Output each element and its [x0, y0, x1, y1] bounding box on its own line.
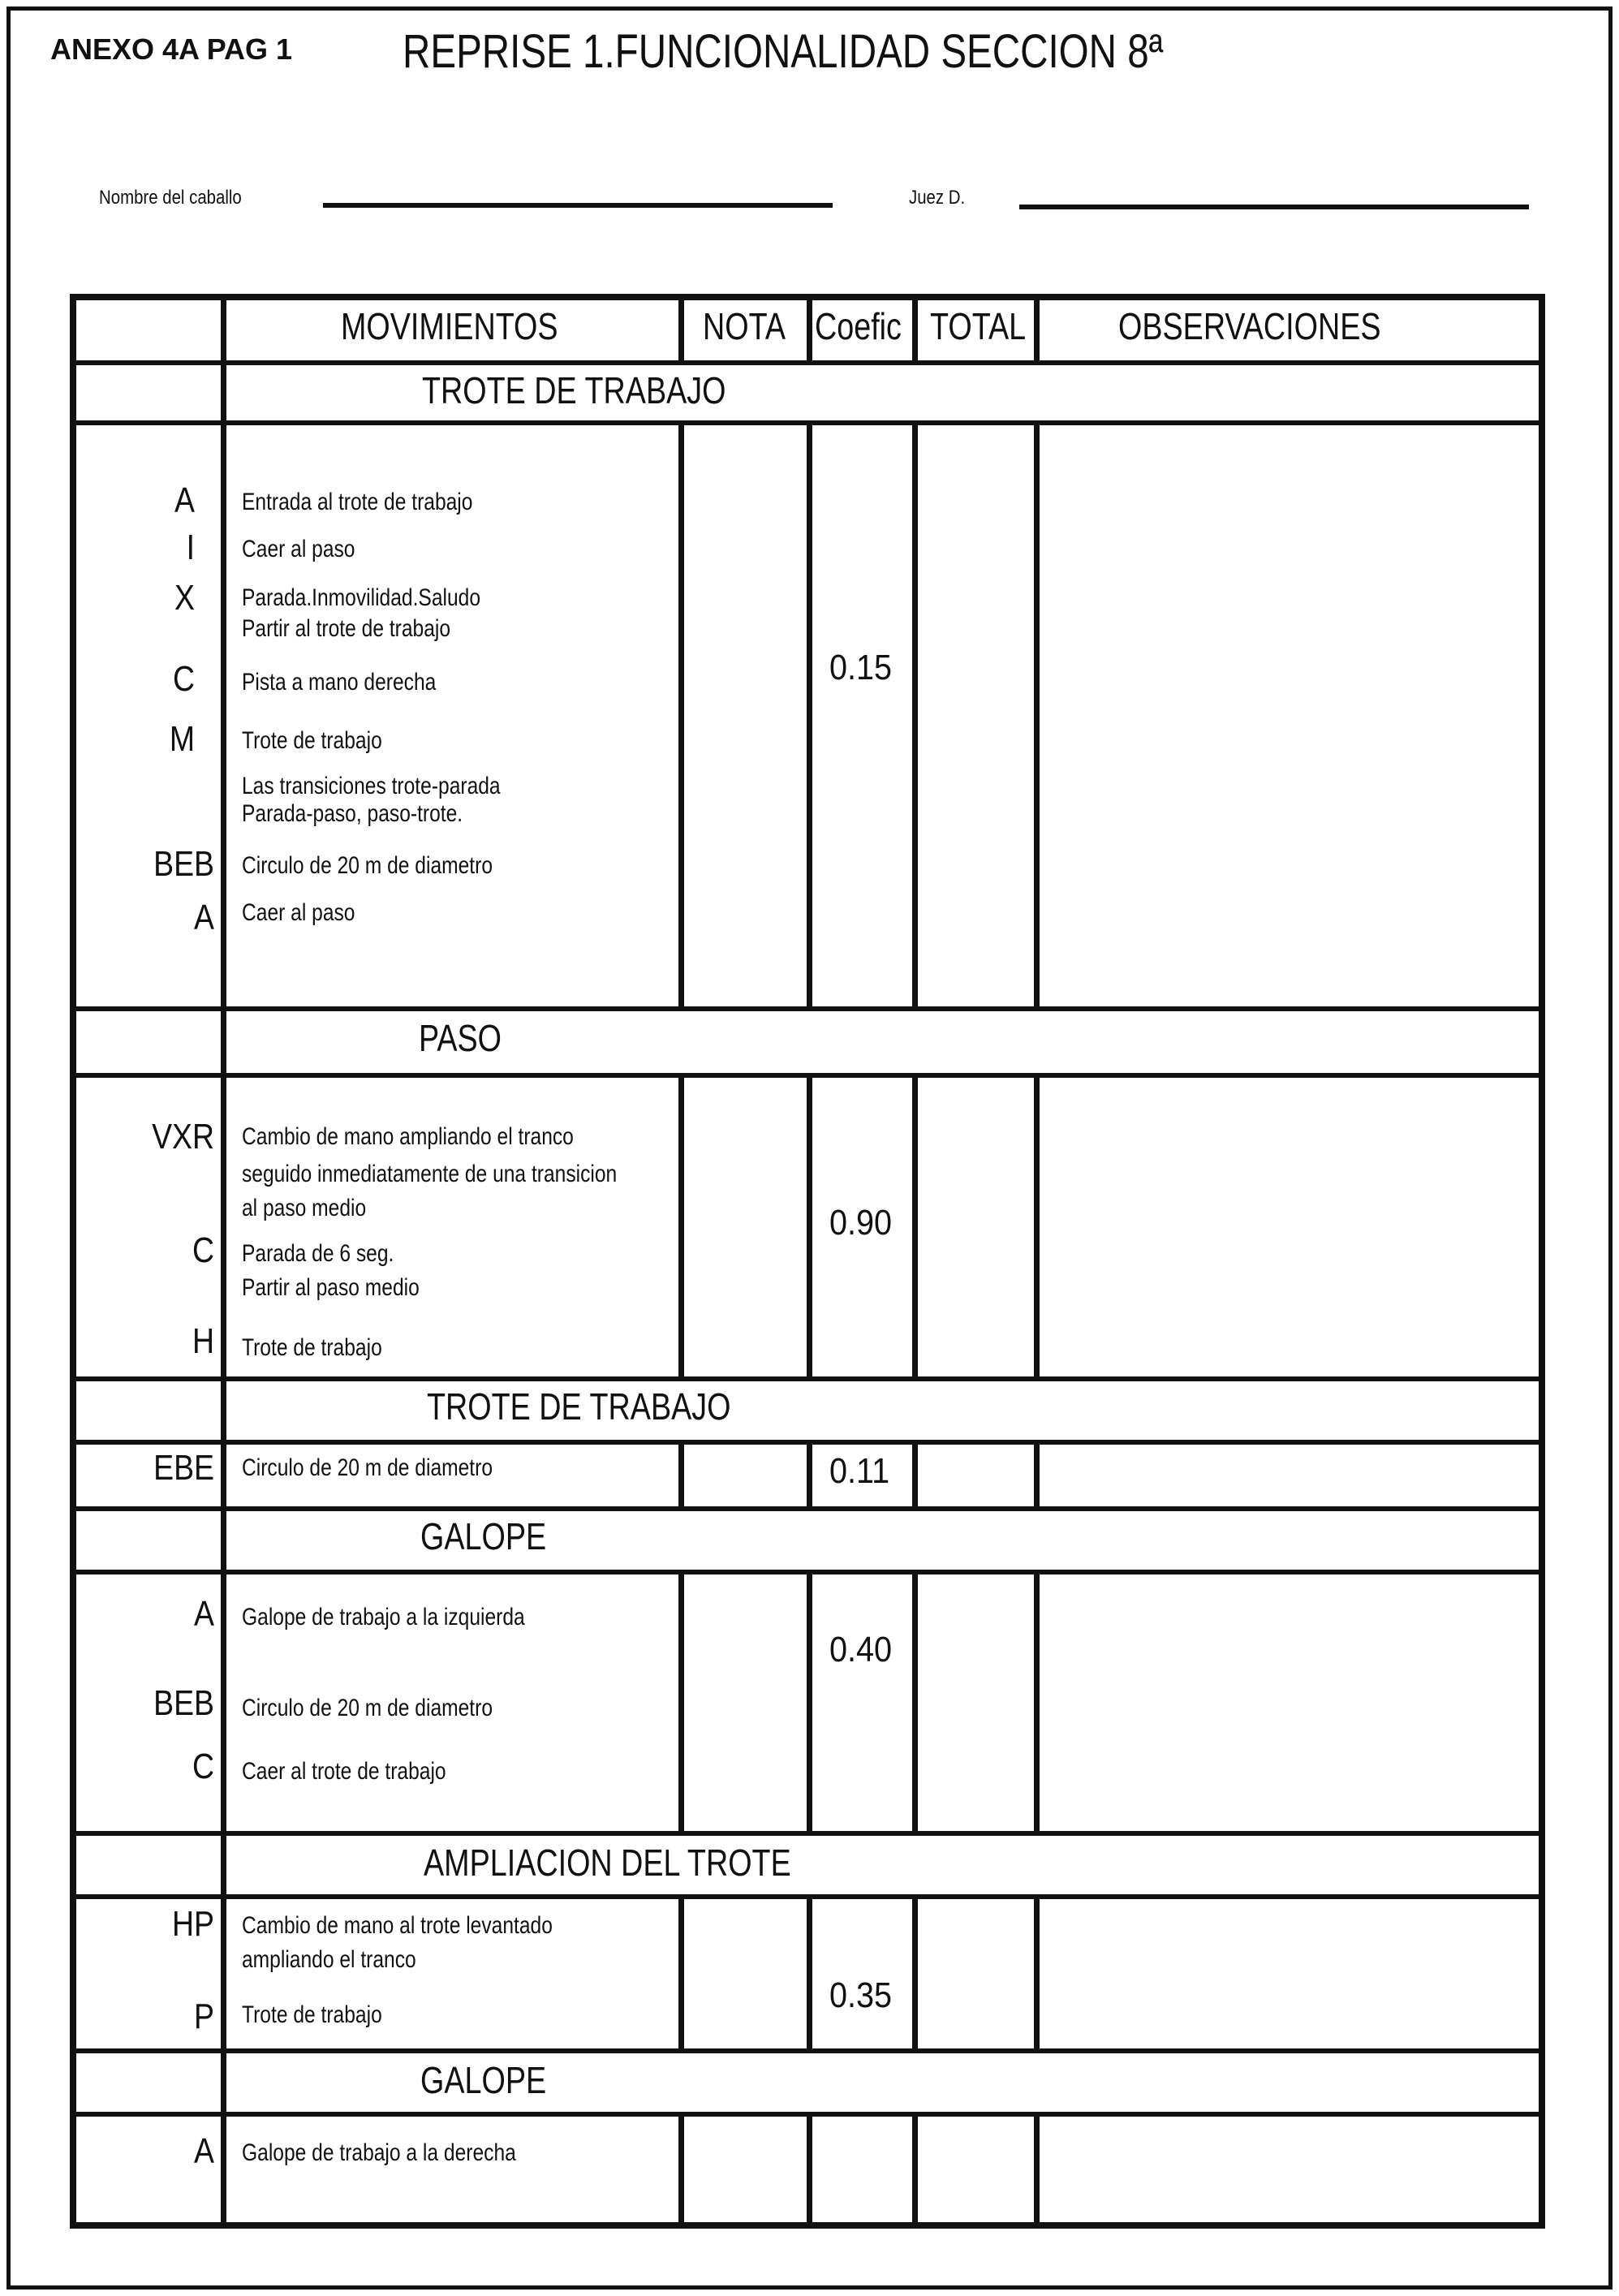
rule: [807, 420, 812, 1011]
movement-text: Galope de trabajo a la izquierda: [242, 1604, 525, 1630]
arena-letter: I: [186, 528, 195, 567]
arena-letter: A: [174, 480, 195, 520]
movement-text: Parada-paso, paso-trote.: [242, 800, 463, 827]
rule: [678, 1894, 684, 2053]
judge-label: Juez D.: [909, 187, 966, 209]
arena-letter: A: [194, 2131, 214, 2171]
horse-name-label: Nombre del caballo: [99, 187, 242, 209]
movement-text: Entrada al trote de trabajo: [242, 489, 473, 515]
rule: [912, 294, 918, 365]
coefficient-value: 0.35: [829, 1975, 893, 2015]
arena-letter: A: [194, 898, 214, 937]
observations-cell[interactable]: [1040, 1899, 1539, 2048]
rule: [1034, 1570, 1040, 1836]
score-cell[interactable]: [684, 425, 807, 1006]
section-title: GALOPE: [420, 1515, 547, 1557]
header-observations: OBSERVACIONES: [1118, 305, 1381, 347]
page-title: REPRISE 1.FUNCIONALIDAD SECCION 8ª: [403, 25, 1164, 78]
arena-letter: BEB: [153, 1683, 214, 1723]
rule: [807, 1440, 812, 1511]
rule: [807, 2112, 812, 2229]
section-title: TROTE DE TRABAJO: [427, 1385, 731, 1428]
movement-text: Caer al paso: [242, 899, 355, 926]
rule: [912, 1440, 918, 1511]
movement-text: seguido inmediatamente de una transicion: [242, 1161, 618, 1187]
rule: [678, 2112, 684, 2229]
coefficient-value: 0.11: [829, 1451, 890, 1491]
coefficient-value: 0.40: [829, 1630, 893, 1669]
score-cell[interactable]: [684, 1574, 807, 1831]
rule: [678, 294, 684, 365]
annex-label: ANEXO 4A PAG 1: [50, 32, 293, 66]
rule: [912, 1894, 918, 2053]
rule: [807, 294, 812, 365]
coefficient-value: 0.90: [829, 1203, 893, 1243]
rule: [912, 1570, 918, 1836]
section-title: GALOPE: [420, 2059, 547, 2101]
movement-text: Parada de 6 seg.: [242, 1240, 394, 1267]
movement-text: Parada.Inmovilidad.Saludo: [242, 584, 481, 611]
rule: [807, 1894, 812, 2053]
arena-letter: X: [174, 578, 195, 618]
score-cell[interactable]: [684, 1445, 807, 1506]
rule: [912, 1073, 918, 1381]
score-cell[interactable]: [684, 1078, 807, 1376]
movement-text: Partir al trote de trabajo: [242, 615, 451, 642]
arena-letter: C: [192, 1747, 214, 1786]
total-cell[interactable]: [918, 1899, 1034, 2048]
total-cell[interactable]: [918, 1574, 1034, 1831]
observations-cell[interactable]: [1040, 1078, 1539, 1376]
movement-text: Trote de trabajo: [242, 727, 382, 754]
movement-text: Galope de trabajo a la derecha: [242, 2139, 516, 2166]
score-cell[interactable]: [684, 2117, 807, 2222]
movement-text: Caer al trote de trabajo: [242, 1758, 446, 1785]
rule: [221, 294, 226, 2229]
movement-text: Cambio de mano al trote levantado: [242, 1912, 553, 1939]
rule: [1034, 2112, 1040, 2229]
arena-letter: VXR: [152, 1117, 214, 1157]
arena-letter: H: [192, 1321, 214, 1361]
rule: [1034, 1440, 1040, 1511]
rule: [1034, 420, 1040, 1011]
header-score: NOTA: [703, 305, 786, 347]
total-cell[interactable]: [918, 2117, 1034, 2222]
arena-letter: C: [172, 659, 195, 699]
movement-text: Trote de trabajo: [242, 1334, 382, 1361]
movement-text: Trote de trabajo: [242, 2001, 382, 2028]
rule: [678, 420, 684, 1011]
header-total: TOTAL: [930, 305, 1027, 347]
total-cell[interactable]: [918, 1078, 1034, 1376]
observations-cell[interactable]: [1040, 1445, 1539, 1506]
rule: [912, 2112, 918, 2229]
observations-cell[interactable]: [1040, 1574, 1539, 1831]
rule: [678, 1073, 684, 1381]
movement-text: Las transiciones trote-parada: [242, 773, 501, 799]
rule: [912, 420, 918, 1011]
movement-text: Cambio de mano ampliando el tranco: [242, 1123, 574, 1150]
arena-letter: HP: [172, 1904, 214, 1944]
section-title: PASO: [419, 1017, 502, 1059]
arena-letter: C: [192, 1230, 214, 1270]
rule: [678, 1570, 684, 1836]
movement-text: Circulo de 20 m de diametro: [242, 1454, 493, 1481]
movement-text: al paso medio: [242, 1195, 367, 1221]
movement-text: Circulo de 20 m de diametro: [242, 852, 493, 879]
table-border-right: [1539, 294, 1545, 2229]
movement-text: Circulo de 20 m de diametro: [242, 1695, 493, 1721]
arena-letter: P: [194, 1997, 214, 2036]
coefficient-value: 0.15: [829, 648, 893, 687]
arena-letter: M: [169, 719, 195, 759]
observations-cell[interactable]: [1040, 2117, 1539, 2222]
judge-field[interactable]: [1019, 205, 1529, 209]
total-cell[interactable]: [918, 1445, 1034, 1506]
header-coef: Coefic: [815, 305, 902, 347]
observations-cell[interactable]: [1040, 425, 1539, 1006]
movement-text: Caer al paso: [242, 536, 355, 562]
horse-name-field[interactable]: [323, 203, 833, 208]
section-title: AMPLIACION DEL TROTE: [424, 1842, 791, 1884]
rule: [1034, 1073, 1040, 1381]
arena-letter: BEB: [153, 844, 214, 884]
rule: [678, 1440, 684, 1511]
movement-text: Partir al paso medio: [242, 1274, 420, 1301]
total-cell[interactable]: [918, 425, 1034, 1006]
section-title: TROTE DE TRABAJO: [422, 369, 726, 411]
score-cell[interactable]: [684, 1899, 807, 2048]
rule: [1034, 1894, 1040, 2053]
rule: [1034, 294, 1040, 365]
rule: [807, 1570, 812, 1836]
header-movements: MOVIMIENTOS: [341, 305, 558, 347]
rule: [807, 1073, 812, 1381]
arena-letter: EBE: [153, 1448, 214, 1488]
movement-text: ampliando el tranco: [242, 1946, 416, 1973]
arena-letter: A: [194, 1594, 214, 1634]
movement-text: Pista a mano derecha: [242, 669, 437, 696]
